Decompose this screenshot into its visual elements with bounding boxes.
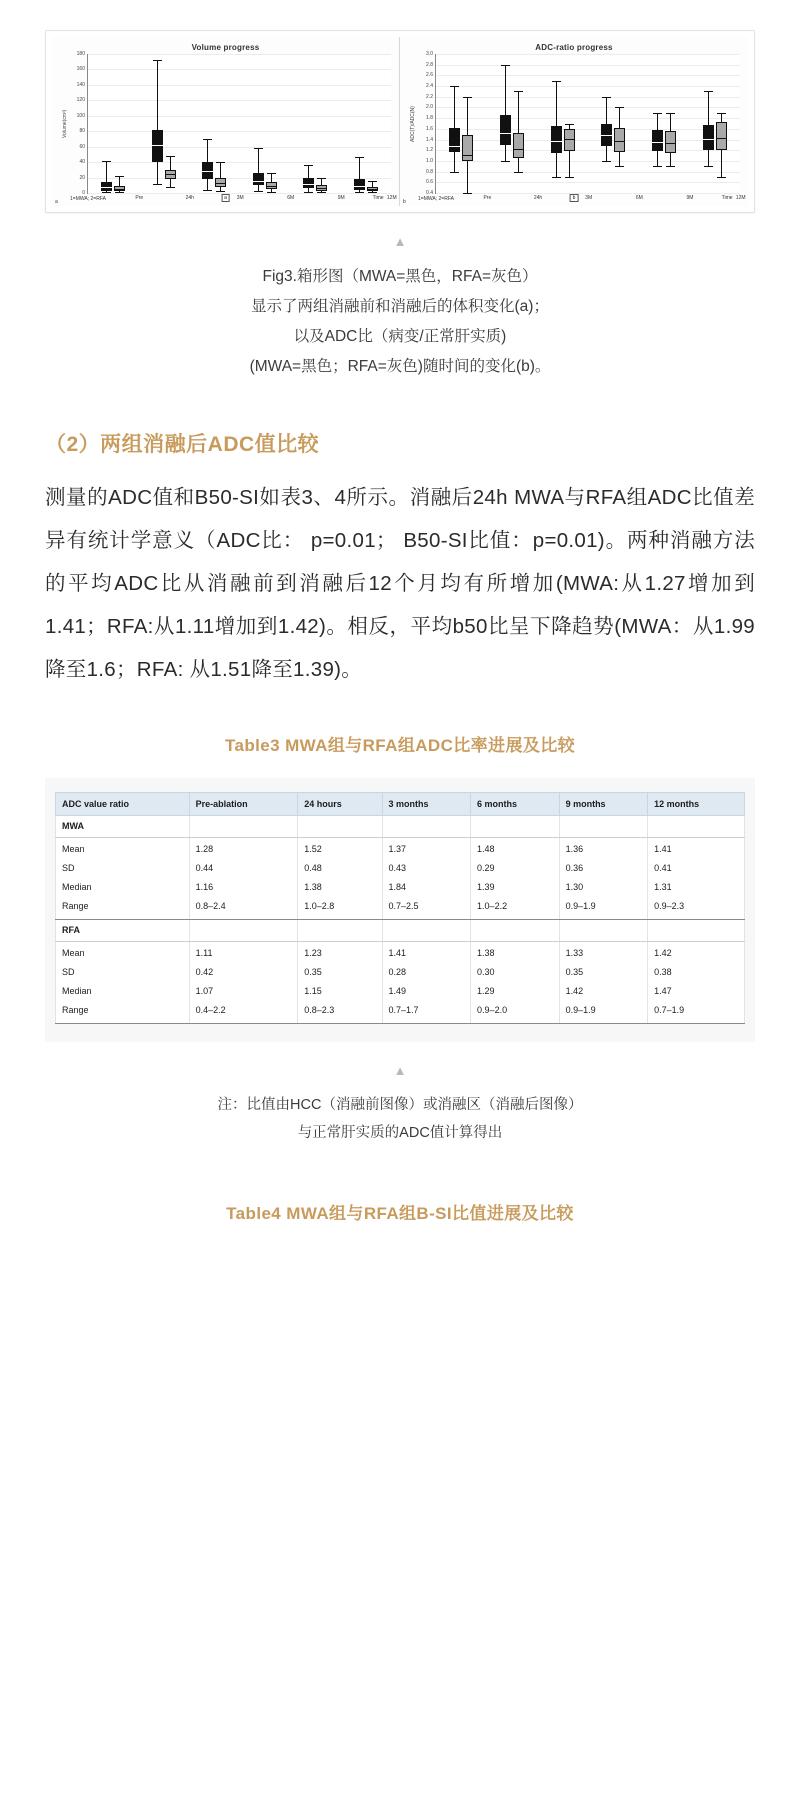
gridline xyxy=(436,65,740,66)
figure-caption-line: Fig3.箱形图（MWA=黑色，RFA=灰色） xyxy=(262,268,538,285)
gridline xyxy=(88,100,391,101)
cell: 1.48 xyxy=(471,838,560,860)
cell: 0.41 xyxy=(648,859,745,878)
x-tick-label: Pre xyxy=(483,195,492,201)
x-tick-label: 9M xyxy=(337,195,345,201)
cell: 0.7–2.5 xyxy=(382,897,471,920)
chart-volume-progress xyxy=(52,37,400,206)
box-plot-box xyxy=(114,54,125,193)
table-row xyxy=(56,982,745,1001)
panel-tag: a xyxy=(221,194,230,202)
table3-note-line: 注：比值由HCC（消融前图像）或消融区（消融后图像） xyxy=(217,1097,583,1113)
x-tick-label: 3M xyxy=(585,195,593,201)
gridline xyxy=(436,75,740,76)
y-tick-label: 0.6 xyxy=(426,179,433,186)
gridline xyxy=(88,116,391,117)
cell: 1.11 xyxy=(189,942,298,964)
box-plot-box xyxy=(354,54,365,193)
table-row xyxy=(56,1001,745,1024)
table3-note-line: 与正常肝实质的ADC值计算得出 xyxy=(297,1125,503,1141)
table-header-row xyxy=(56,793,745,816)
gridline xyxy=(88,162,391,163)
box-plot-box xyxy=(316,54,327,193)
table3 xyxy=(55,792,745,1024)
y-tick-label: 20 xyxy=(79,174,85,181)
plot-area xyxy=(435,54,740,194)
table3-title: Table3 MWA组与RFA组ADC比率进展及比较 xyxy=(224,736,576,755)
x-tick-label: 9M xyxy=(686,195,694,201)
cell: 0.29 xyxy=(471,859,560,878)
x-axis-label: Time xyxy=(372,195,384,201)
cell: 1.33 xyxy=(559,942,648,964)
x-axis-ticks xyxy=(435,194,746,206)
gridline xyxy=(88,69,391,70)
x-tick-label: 6M xyxy=(635,195,643,201)
gridline xyxy=(436,140,740,141)
table-header-cell: 3 months xyxy=(382,793,471,816)
cell: 1.42 xyxy=(648,942,745,964)
x-tick-label: Pre xyxy=(135,195,144,201)
gridline xyxy=(436,86,740,87)
row-label: SD xyxy=(56,859,190,878)
gridline xyxy=(88,131,391,132)
y-tick-label: 0 xyxy=(82,190,85,196)
table-group-row xyxy=(56,816,745,838)
y-tick-label: 160 xyxy=(76,66,85,73)
cell: 1.36 xyxy=(559,838,648,860)
table-row xyxy=(56,859,745,878)
table3-shell xyxy=(45,778,755,1042)
cell: 1.38 xyxy=(298,878,382,897)
chart-title: Volume progress xyxy=(191,43,260,52)
box-plot-box xyxy=(367,54,378,193)
x-tick-label: 12M xyxy=(386,195,397,201)
cell: 1.42 xyxy=(559,982,648,1001)
cell: 1.84 xyxy=(382,878,471,897)
row-label: SD xyxy=(56,963,190,982)
y-axis-ticks xyxy=(417,51,435,196)
chart-adc-ratio-progress xyxy=(400,37,748,206)
gridline xyxy=(436,97,740,98)
document-page xyxy=(0,30,800,1224)
box-plot-box xyxy=(601,54,612,193)
table-row xyxy=(56,878,745,897)
gridline xyxy=(436,150,740,151)
cell: 0.9–2.3 xyxy=(648,897,745,920)
y-tick-label: 180 xyxy=(76,51,85,57)
cell: 0.9–1.9 xyxy=(559,1001,648,1024)
y-tick-label: 1.8 xyxy=(426,115,433,122)
gridline xyxy=(436,129,740,130)
charts-row xyxy=(52,37,748,206)
y-tick-label: 1.6 xyxy=(426,125,433,132)
y-tick-label: 3.0 xyxy=(426,51,433,57)
cell: 1.39 xyxy=(471,878,560,897)
y-tick-label: 60 xyxy=(79,143,85,150)
chart-legend: 1=MWA; 2=RFA xyxy=(70,196,106,202)
gridline xyxy=(436,107,740,108)
box-plot-box xyxy=(152,54,163,193)
box-plot-box xyxy=(564,54,575,193)
figure-caption-line: (MWA=黑色；RFA=灰色)随时间的变化(b)。 xyxy=(249,358,551,375)
gridline xyxy=(436,172,740,173)
figure-caption-line: 显示了两组消融前和消融后的体积变化(a)； xyxy=(251,298,549,315)
table3-caret-icon: ▲ xyxy=(393,1063,407,1078)
cell: 1.52 xyxy=(298,838,382,860)
chart-legend: 1=MWA; 2=RFA xyxy=(418,196,454,202)
box-plot-box xyxy=(303,54,314,193)
box-plot-box xyxy=(202,54,213,193)
figure-caption xyxy=(45,262,755,382)
x-axis-ticks xyxy=(87,194,397,206)
gridline xyxy=(436,54,740,55)
y-tick-label: 2.6 xyxy=(426,72,433,79)
table-header-cell: 12 months xyxy=(648,793,745,816)
table3-note xyxy=(45,1091,755,1147)
y-tick-label: 140 xyxy=(76,81,85,88)
cell: 0.7–1.9 xyxy=(648,1001,745,1024)
cell: 0.42 xyxy=(189,963,298,982)
x-tick-label: 6M xyxy=(287,195,295,201)
y-axis-ticks xyxy=(69,51,87,196)
cell: 1.38 xyxy=(471,942,560,964)
box-plot-box xyxy=(614,54,625,193)
corner-tag: b xyxy=(403,199,406,205)
cell: 0.28 xyxy=(382,963,471,982)
gridline xyxy=(88,178,391,179)
cell: 0.8–2.4 xyxy=(189,897,298,920)
cell: 0.35 xyxy=(559,963,648,982)
y-axis-label: Volume(cm³) xyxy=(62,109,68,139)
box-plot-box xyxy=(449,54,460,193)
gridline xyxy=(436,118,740,119)
cell: 0.38 xyxy=(648,963,745,982)
cell: 1.49 xyxy=(382,982,471,1001)
cell: 0.30 xyxy=(471,963,560,982)
y-tick-label: 2.2 xyxy=(426,93,433,100)
cell: 1.37 xyxy=(382,838,471,860)
y-tick-label: 1.0 xyxy=(426,157,433,164)
y-tick-label: 2.0 xyxy=(426,104,433,111)
y-tick-label: 100 xyxy=(76,112,85,119)
cell: 0.9–2.0 xyxy=(471,1001,560,1024)
table-row xyxy=(56,838,745,860)
table-row xyxy=(56,897,745,920)
cell: 1.23 xyxy=(298,942,382,964)
cell: 1.47 xyxy=(648,982,745,1001)
cell: 1.07 xyxy=(189,982,298,1001)
row-label: Range xyxy=(56,897,190,920)
box-plot-box xyxy=(551,54,562,193)
table-header-cell: ADC value ratio xyxy=(56,793,190,816)
box-plot-box xyxy=(266,54,277,193)
gridline xyxy=(88,54,391,55)
y-tick-label: 1.4 xyxy=(426,136,433,143)
box-plot-box xyxy=(101,54,112,193)
cell: 0.4–2.2 xyxy=(189,1001,298,1024)
table-row xyxy=(56,942,745,964)
box-plot-box xyxy=(165,54,176,193)
gridline xyxy=(88,85,391,86)
row-label: Mean xyxy=(56,942,190,964)
cell: 1.0–2.8 xyxy=(298,897,382,920)
x-tick-label: 3M xyxy=(236,195,244,201)
figure-card xyxy=(45,30,755,213)
box-plot-box xyxy=(253,54,264,193)
cell: 1.16 xyxy=(189,878,298,897)
table-header-cell: 6 months xyxy=(471,793,560,816)
y-tick-label: 2.8 xyxy=(426,61,433,68)
table-header-cell: 24 hours xyxy=(298,793,382,816)
x-tick-label: 24h xyxy=(533,195,543,201)
cell: 0.43 xyxy=(382,859,471,878)
cell: 1.41 xyxy=(648,838,745,860)
plot-area xyxy=(87,54,391,194)
table-header-cell: 9 months xyxy=(559,793,648,816)
y-tick-label: 2.4 xyxy=(426,83,433,90)
y-tick-label: 80 xyxy=(79,128,85,135)
table-group-label: MWA xyxy=(56,816,190,838)
cell: 0.44 xyxy=(189,859,298,878)
gridline xyxy=(436,182,740,183)
y-tick-label: 120 xyxy=(76,97,85,104)
y-tick-label: 1.2 xyxy=(426,147,433,154)
y-axis-label: ADC(T)/ADC(N) xyxy=(410,106,416,142)
cell: 1.30 xyxy=(559,878,648,897)
chart-title: ADC-ratio progress xyxy=(535,43,613,52)
cell: 0.8–2.3 xyxy=(298,1001,382,1024)
cell: 0.36 xyxy=(559,859,648,878)
x-tick-label: 24h xyxy=(185,195,194,201)
figure-caret-icon: ▲ xyxy=(393,234,407,249)
y-tick-label: 0.8 xyxy=(426,168,433,175)
cell: 0.35 xyxy=(298,963,382,982)
cell: 1.31 xyxy=(648,878,745,897)
box-plot-box xyxy=(215,54,226,193)
panel-tag: b xyxy=(570,194,579,202)
x-tick-label: 12M xyxy=(735,195,746,201)
gridline xyxy=(88,147,391,148)
section-heading: （2）两组消融后ADC值比较 xyxy=(45,433,320,456)
box-plot-box xyxy=(703,54,714,193)
table4-title: Table4 MWA组与RFA组B-SI比值进展及比较 xyxy=(226,1204,574,1223)
gridline xyxy=(436,161,740,162)
figure-caption-line: 以及ADC比（病变/正常肝实质) xyxy=(293,328,507,345)
row-label: Range xyxy=(56,1001,190,1024)
table-row xyxy=(56,963,745,982)
cell: 1.28 xyxy=(189,838,298,860)
x-axis-label: Time xyxy=(721,195,733,201)
cell: 0.9–1.9 xyxy=(559,897,648,920)
box-plot-box xyxy=(652,54,663,193)
table-group-row xyxy=(56,920,745,942)
box-plot-box xyxy=(500,54,511,193)
table-group-label: RFA xyxy=(56,920,190,942)
cell: 1.15 xyxy=(298,982,382,1001)
row-label: Median xyxy=(56,878,190,897)
y-tick-label: 40 xyxy=(79,159,85,166)
section-paragraph: 测量的ADC值和B50-SI如表3、4所示。消融后24h MWA与RFA组ADC比值差异有统计学意义（ADC比： p=0.01； B50-SI比值：p=0.01)。两种消融方法的平均ADC比从消融前到消融后12个月均有所增加(MWA:从1.27增加到1.41；RFA:从1.11增加到1.42)。相反，平均b50比呈下降趋势(MWA：从1.99降至1.6；RFA: 从1.51降至1.39)。 xyxy=(45,486,755,681)
box-plot-box xyxy=(462,54,473,193)
cell: 1.29 xyxy=(471,982,560,1001)
cell: 1.0–2.2 xyxy=(471,897,560,920)
row-label: Median xyxy=(56,982,190,1001)
corner-tag: a xyxy=(55,199,58,205)
box-plot-box xyxy=(665,54,676,193)
y-tick-label: 0.4 xyxy=(426,190,433,196)
box-plot-box xyxy=(513,54,524,193)
cell: 1.41 xyxy=(382,942,471,964)
row-label: Mean xyxy=(56,838,190,860)
cell: 0.7–1.7 xyxy=(382,1001,471,1024)
cell: 0.48 xyxy=(298,859,382,878)
box-plot-box xyxy=(716,54,727,193)
table-header-cell: Pre-ablation xyxy=(189,793,298,816)
